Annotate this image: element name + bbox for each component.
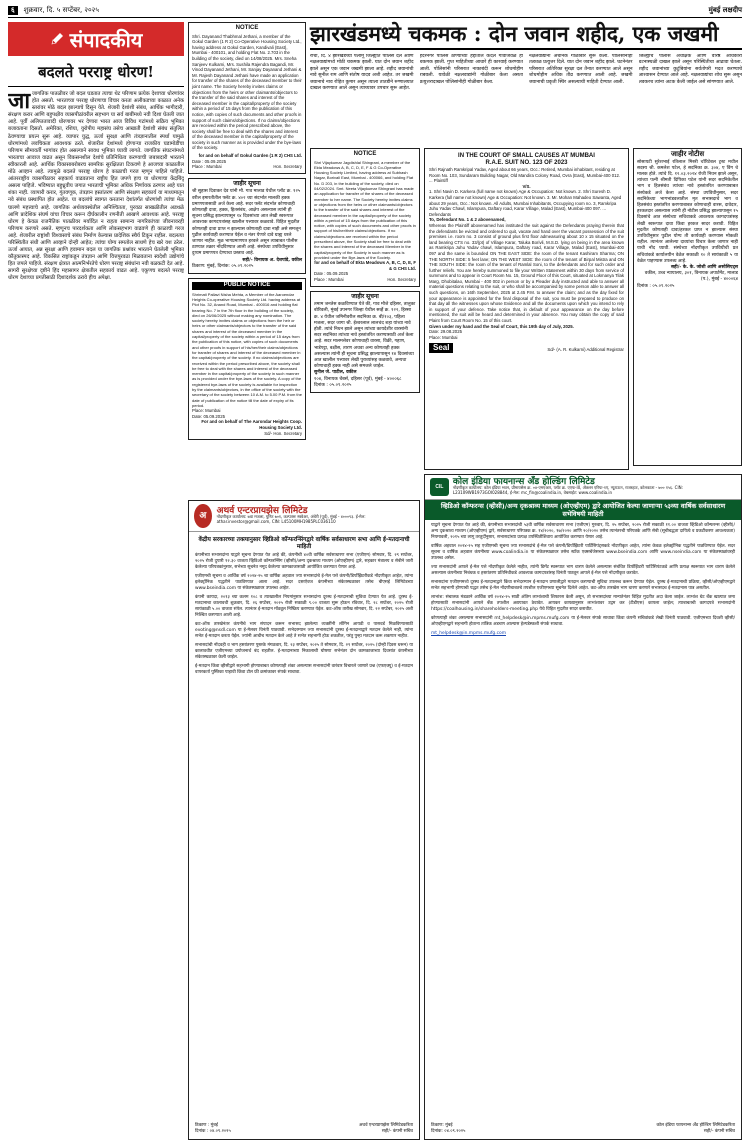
- athar-sign-role: सही/- कंपनी सचिव: [381, 1129, 413, 1134]
- notice-marathi-2: [310, 291, 420, 393]
- editorial-headline: बदलते परराष्ट्र धोरण!: [8, 62, 184, 87]
- pen-icon: [50, 32, 64, 46]
- notice-text: तमाम जनतेस कळविण्यात येते की, गाव मौजे दहिसर, तालुका बोरिवली, मुंबई उपनगर जिल्हा येथील सर्व्हे क्र. १२२, हिस्सा क्र. ४ येथील जमिनीवरील सदनिका क्र. बी/१०३, पहिला मजला, सदर जागा श्री. ईश्वरलाल लालचंद शहा यांच्या नावे होती. त्यांचे निधन झाले असून त्यांच्या कायदेशीर वारसांनी सदर सदनिका त्यांच्या नावे हस्तांतरित करण्यासाठी अर्ज केला आहे. सदर मालमत्तेवर कोणाचाही वारसा, विक्री, गहाण, भाडेपट्टा, बक्षीस, तारण अथवा अन्य कोणताही हक्क असल्यास त्यांनी ही सूचना प्रसिद्ध झाल्यापासून १४ दिवसांच्या आत खालील पत्त्यावर लेखी पुराव्यांसह कळवावे, अन्यथा कोणाचाही हक्क नाही असे समजले जाईल.: [314, 302, 416, 370]
- editorial-banner: [8, 22, 184, 56]
- court-date: Date: 29.08.2025: [429, 329, 462, 335]
- notice-place: Place : Mumbai: [314, 277, 344, 283]
- dateline: शुक्रवार, दि. ५ सप्टेंबर, २०२५: [23, 6, 99, 14]
- story-column: रांची, दि. ४ झारखंडच्या पलामू जिल्ह्यात पोलिस दल आणि नक्षलवाद्यांमध्ये मोठी चकमक झाली. यात दोन जवान शहीद झाले असून एक जवान जखमी झाला आहे. शहीद जवानांची नावे सुनील राम आणि संतोष यादव अशी आहेत. तर जखमी जवानाचे नाव रोहित कुमार असून त्याला तातडीने रुग्णालयात दाखल करण्यात आले असून त्याच्यावर उपचार सुरू आहेत.: [310, 54, 414, 92]
- notice-role: Hon. Secretary: [387, 277, 416, 283]
- story-column: नक्षलवाद्यांनी अचानक गोळीबार सुरू केला. पोलिसांनीही तत्काळ प्रत्युत्तर दिले. यात दोन जवान शहीद झाले. घटनेनंतर परिसरात अतिरिक्त सुरक्षा दल तैनात करण्यात आले असून शोधमोहीम अधिक तीव्र करण्यात आली आहे. जखमी जवानाची प्रकृती स्थिर असल्याची माहिती देण्यात आली.: [529, 54, 633, 85]
- athar-subject: केंद्रीय सरकारच्या तक्त्यानुसार व्हिडिओ कॉन्फरन्सिंगद्वारे वार्षिक सर्वसाधारण सभा आणि ई-मतदानाची माहिती: [198, 537, 410, 550]
- notice-date: दिनांक : ०५.०९.२०२५: [637, 283, 675, 289]
- athar-company-name: अथर्व एन्टरप्रायझेस लिमिटेड: [216, 506, 308, 516]
- notice-signatory: सुनील जे. पाटील, वकील: [314, 370, 357, 376]
- athar-para: ई-मतदान किंवा व्हीसीद्वारे सहभागी होण्याबाबत कोणत्याही शंका असल्यास सभासदांनी वारंवार विचारले जाणारे प्रश्न (एफएक्यू) व ई-मतदान वापरकर्ता पुस्तिका पाहावी किंवा टोल फ्री क्रमांकावर संपर्क साधावा.: [195, 664, 413, 675]
- athar-para: कंपनीच्या सभासदांना याद्वारे सूचना देण्यात येत आहे की, कंपनीची ४०वी वार्षिक सर्वसाधारण सभा (एजीएम) सोमवार, दि. २९ सप्टेंबर, २०२५ रोजी दुपारी १२.३० वाजता व्हिडिओ कॉन्फरन्सिंग (व्हीसी)/अन्य दृकश्राव्य माध्यम (ओएव्हीएम) द्वारे, सहकार मंत्रालय व सेबीने जारी केलेल्या परिपत्रकांनुसार, सभेच्या सूचनेत नमूद केलेल्या कामकाजासाठी आयोजित करण्यात येणार आहे.: [195, 553, 413, 570]
- notice-date: Date : 05.09.2025: [314, 271, 349, 277]
- notice-date: ठिकाण: मुंबई, दिनांक: ०५.०९.२०२५: [192, 263, 254, 269]
- notice-text: श्री सुहास दिवाकर देव यांनी मौ. गाव मालाड येथील प्लॉट क्र. १२५ वरील इमारतीतील फ्लॅट क्र. ४०२ च्या संदर्भात मालकी हक्क प्रमाणपत्रासाठी अर्ज केला आहे. सदर फ्लॅट संदर्भात कोणाचाही कोणताही दावा, हक्क, हितसंबंध, आक्षेप असल्यास त्यांनी ही सूचना प्रसिद्ध झाल्यापासून १४ दिवसांच्या आत लेखी स्वरूपात आवश्यक कागदपत्रांसह खालील पत्त्यावर कळवावे. विहित मुदतीत कोणताही दावा प्राप्त न झाल्यास कोणताही दावा नाही असे समजून पुढील कार्यवाही करण्यात येईल व नंतर येणारे दावे ग्राह्य धरले जाणार नाहीत. मूळ भागप्रमाणपत्र हरवले असून त्याबाबत पोलीस ठाण्यात तक्रार नोंदविण्यात आली आहे. संस्थेच्या उपविधीनुसार दुय्यम प्रमाणपत्र देण्याचा प्रस्ताव आहे.: [192, 189, 301, 257]
- defendants: 1. Shri Navin D. Karkera (full name not known) Age & Occupation: Not known. 2. Shri Suresh D. Karkera (full name not known) Age & Occupation: Not known. 3. Mr. Mohan Mahadeo Sawanta, Aged about 29 years, Occ.: Not known. All Adults, Mumbai Inhabitants, Occupying room no. 3, Ramkripa Juhu Yadav Chawl, Islampura, Daftary road, Karar Village, Malad (East), Mumbai-400 097. ... Defendants: [429, 189, 622, 217]
- athar-address: नोंदणीकृत कार्यालय: ७वा मजला, युनिट ७०१, कल्पतरू स्क्वेअर, अंधेरी (पूर्व), मुंबई - ४०००९३. ई-मेल: athar.investor@gmail.com, CIN: L45100MH1985PLC036110: [216, 514, 366, 524]
- page-header: [8, 4, 742, 18]
- coal-logo: CIL: [430, 478, 449, 496]
- editorial-body: [8, 88, 184, 283]
- coal-para: कोणत्याही शंका असल्यास सभासदांनी mt_helpdesk@in.mpms.mufg.com या ई-मेलवर संपर्क साधावा किंवा कंपनी सचिवांकडे लेखी विनंती पाठवावी. एजीएमच्या दिवशी व्हीसी/ओएव्हीएमद्वारे सहभागी होताना तांत्रिक अडचण आल्यास हेल्पडेस्कशी संपर्क साधावा.: [431, 616, 735, 627]
- notice-heading: PUBLIC NOTICE: [192, 282, 302, 290]
- notice-text: Shri Vijaykumar Jagdishlal Shingrani, a member of the Ekta Meadows A, B, C, D, E, F & G Co-Operative Housing Society Limited, having address at Subhash Nagar, Borivali East, Mumbai - 400066, and holding Flat No. D 203, in the building of the society, died on 04/02/2024. Smt. Neeta Vijaykumar Shingrani has made an application for transfer of the shares of the deceased member to her name. The Society hereby invites claims or objections from the heirs or other claimants/objectors to the transfer of the said shares and interest of the deceased member in the capital/property of the society within a period of 15 days from the publication of this notice, with copies of such documents and other proofs in support of his/her/their claims/objections. If no claims/objections are received within the period prescribed above, the Society shall be free to deal with the shares and interest of the deceased Member in the capital/property of the Society in such manner as is provided under the Bye-laws of the Society.: [314, 159, 416, 260]
- public-notice: [188, 278, 306, 440]
- registrar-sign: Sd/- (A. R. Kulkarni) Additional Registrar: [547, 347, 624, 353]
- athar-body: [189, 532, 419, 682]
- athar-para: एजीएमची सूचना व आर्थिक वर्ष २०२४-२५ चा वार्षिक अहवाल ज्या सभासदांचे ई-मेल पत्ते कंपनी/डिपॉझिटरीकडे नोंदणीकृत आहेत, त्यांना इलेक्ट्रॉनिक पद्धतीने पाठविण्यात आला आहे. सदर दस्तऐवज कंपनीच्या संकेतस्थळावर तसेच बीएसई लिमिटेडच्या www.bseindia.com या संकेतस्थळावर उपलब्ध आहेत.: [195, 574, 413, 591]
- athar-logo: अ: [194, 504, 212, 528]
- notice-text: Shrimati Pallavi Nisha Mehta, a Member of the Aaroendar Heights Co-operative Housing Society Ltd. having address at Plot No. 32, Anand Road, Mumbai - 400016 and holding flat bearing No. 7 in the 7th floor in the building of the society, died on 26/06/2025 without making any nomination. The society hereby invites claims or objections from the heir or heirs or other claimants/objectors to the transfer of the said shares and interest of the deceased member in the capital/property of the society within a period of 15 days from the publication of this notice, with copies of such documents and other proofs in support of his/her/their claims/objections for transfer of shares and interest of the deceased member in the capital/property of the society. If no claims/objections are received within the period prescribed above, the society shall be free to deal with the shares and interest of the deceased member in the capital/property of the society in such manner as is provided under the bye-laws of the society. A copy of the registered bye-laws of the society is available for inspection by the claimants/objectors, in the office of the society with the secretary of the society between 10 A.M. to 5.00 P.M. from the date of publication of the notice till the date of expiry of its period.: [192, 291, 302, 408]
- notice-place: Place: Mumbai: [192, 408, 221, 414]
- versus: V/S.: [522, 183, 531, 189]
- coal-header: [425, 475, 741, 500]
- main-story: [310, 54, 742, 146]
- athar-date: दिनांक : ०४.०९.२०२५: [195, 1129, 231, 1134]
- coal-agm-notice: [424, 474, 742, 1140]
- notice-signatory: For and on behalf of The Aarondar Heights Coop. Housing Society Ltd.: [201, 419, 302, 430]
- notices-column-4: [633, 148, 742, 470]
- notice-place: Place : Mumbai: [192, 164, 222, 170]
- athar-para: कंपनी कायदा, २०१३ च्या कलम १०८ व त्याखालील नियमांनुसार सभासदांना दूरस्थ ई-मतदानाची सुविधा देण्यात येत आहे. दूरस्थ ई-मतदानाचा कालावधी शुक्रवार, दि. २६ सप्टेंबर, २०२५ रोजी सकाळी ९.०० वाजता सुरू होऊन रविवार, दि. २८ सप्टेंबर, २०२५ रोजी सायंकाळी ५.०० वाजता संपेल. त्यानंतर ई-मतदान मॉड्यूल निष्क्रिय करण्यात येईल. कट-ऑफ तारीख सोमवार, दि. २२ सप्टेंबर, २०२५ अशी निश्चित करण्यात आली आहे.: [195, 595, 413, 618]
- athar-footer: [195, 1123, 413, 1135]
- athar-para: सभासदांची नोंदवही व भाग हस्तांतरण पुस्तके मंगळवार, दि. २३ सप्टेंबर, २०२५ ते सोमवार, दि. २९ सप्टेंबर, २०२५ (दोन्ही दिवस धरून) या कालावधीत एजीएमच्या प्रयोजनार्थ बंद राहतील. ई-मतदानाच्या निकालाची घोषणा सभेनंतर दोन कामकाजाच्या दिवसांत कंपनीच्या संकेतस्थळावर केली जाईल.: [195, 643, 413, 660]
- coal-sign-role: सही/- कंपनी सचिव: [703, 1129, 735, 1134]
- notice-gokul: [188, 22, 306, 174]
- athar-agm-notice: [188, 500, 420, 1140]
- coal-date: दिनांक: ०४.०९.२०२५: [431, 1129, 466, 1134]
- notice-text: सोसायटी सुरेशभाई रतिलाल मिस्त्री चॉरिटेबल ट्रस्ट मधील सदस्य श्री. कमलेश पटेल, हे सदनिका क्र. ३०४, ए विंग चे मालक होते. त्यांचे दि. १२.०३.२०२४ रोजी निधन झाले असून, त्यांच्या पत्नी श्रीमती दिपिका पटेल यांनी सदर सदनिकेतील भाग व हितसंबंध त्यांच्या नावे हस्तांतरित करण्याबाबत संस्थेकडे अर्ज केला आहे. संस्था उपविधीनुसार, सदर सदनिकेच्या भागभांडवलातील मृत सभासदाचे भाग व हितसंबंध हस्तांतरित करण्याबाबत कोणाचाही वारस, दावेदार, हरकतदार असल्यास त्यांनी ही नोटीस प्रसिद्ध झाल्यापासून १५ दिवसांचे आत संस्थेच्या सचिवाकडे आवश्यक कागदपत्रांसह लेखी स्वरूपात दावा किंवा हरकत सादर करावी. विहित मुदतीत कोणताही दावा/हरकत प्राप्त न झाल्यास संस्था उपविधीनुसार पुढील योग्य ती कार्यवाही करण्यास मोकळी राहील. त्यानंतर आलेल्या दाव्यांचा विचार केला जाणार नाही याची नोंद घ्यावी. संस्थेच्या नोंदणीकृत उपविधीची प्रत सचिवांकडे कार्यालयीन वेळेत सकाळी १० ते सायंकाळी ५ या वेळेत पाहण्यास उपलब्ध आहे.: [637, 159, 738, 264]
- athar-para: कट-ऑफ तारखेनंतर कंपनीचे भाग संपादन करून सभासद झालेल्या व्यक्तींनी लॉगिन आयडी व पासवर्ड मिळविण्यासाठी evoting@nsdl.com या ई-मेलवर विनंती पाठवावी. सभेदरम्यान ज्या सभासदांनी दूरस्थ ई-मतदानाद्वारे मतदान केलेले नाही, त्यांना सभेत ई-मतदान करता येईल. ज्यांनी आधीच मतदान केले आहे ते सभेत सहभागी होऊ शकतील, परंतु पुन्हा मतदान करू शकणार नाहीत.: [195, 622, 413, 639]
- coal-sign: कोल इंडिया फायनान्स अँड होल्डिंग लिमिटेडकरिता: [656, 1123, 735, 1128]
- notice-address: वकील, उच्च न्यायालय, ३०१, विनायक अपार्टमेंट, मालाड (प.), मुंबई - ४०००६४: [644, 271, 738, 283]
- court-seal: Seal: [429, 343, 453, 353]
- court-summons: [424, 148, 629, 470]
- summons-text: Whereas the Plaintiff abovenamed has instituted the suit against the Defendants praying therein that the defendants be evicted and ordered to quit, vacate and hand over the vacant possession of the suit premises i.e. room no. 3 consist of ground plus first floor admeasuring about 10 x 15 situated on the land bearing CTS no. 33/(pt) of Village Karar, Taluka Borivli, M.S.D. lying on being in the area known as Ramkripa Juhu Yadav chawl, Islampura, Daftary road, Karar Village, Malad (East), Mumbai-400 097 and the same is bounded ON THE EAST SIDE: the room of the tenant Kashiram Sharma; ON THE NORTH SIDE: 5 feet lane; ON THE WEST SIDE: the room of the tenant of Birpal Mistra and ON THE SOUTH SIDE: the room of the tenant of Ramlal Soni, to the defendants and for such order and further reliefs. You are hereby summoned to file your Written Statement within 30 days from service of summons and to appear in Court Room No. 15, Ground Floor of this Court, situated at Lokmanya Tilak Marg, Dhobitalao, Mumbai - 400 002 in person or by a Pleader duly instructed and able to answer all material questions relating to the suit, or who shall be accompanied by some person able to answer all such questions, on 16th September, 2025 at 2.45 P.M. to answer the claim; and as the day fixed for your appearance is appointed for the final disposal of the suit, you must be prepared to produce on that day all the witnesses upon whose Evidence and all the documents upon which you intend to rely in support of your defence. Take notice that, in default of your appearance on the day before mentioned, the suit will be heard and determined in your absence. You may obtain the copy of said Plaint from Court Room No. 15 of this court.: [429, 222, 624, 324]
- notices-column-3: [310, 148, 420, 500]
- editorial-text: जागतिक पातळीवर जो बदल घडतात त्याचा थेट परिणाम प्रत्येक देशाच्या धोरणांवर होत असतो. भारताच्या परराष्ट्र धोरणाचा विचार करता अलीकडच्या काळात अनेक स्तरांवर मोठे बदल झाल्याचे दिसून येते. शेजारी देशांशी संबंध, आर्थिक भागीदारी, संरक्षण करार आणि बहुपक्षीय व्यासपीठांवरील सहभाग या सर्व बाबींमध्ये नवी दिशा घेतली जात आहे. पूर्वी अलिप्ततावादी धोरणावर भर देणारा भारत आज विविध गटांमध्ये सक्रिय भूमिका बजावताना दिसतो. अमेरिका, रशिया, युरोपीय महासंघ तसेच आखाती देशांशी संबंध संतुलित ठेवण्याचा प्रयत्न सुरू आहे. व्यापार युद्ध, ऊर्जा सुरक्षा आणि तंत्रज्ञानातील स्पर्धा यामुळे धोरणांमध्ये लवचिकता आवश्यक ठरते. शेजारील देशांमध्ये होणाऱ्या राजकीय घडामोडींचा परिणाम सीमावर्ती भागांवर होत असल्याने सावध भूमिका घ्यावी लागते. जागतिक संघटनांमध्ये भारताचा आवाज वाढत असून विकसनशील देशांचे प्रतिनिधित्व करण्याची जबाबदारी भारताने स्वीकारली आहे. आर्थिक विकासाबरोबरच सामरिक सुरक्षितता टिकवणे हे आजच्या काळातील मोठे आव्हान आहे. त्यामुळे बदलते परराष्ट्र धोरण हे काळाची गरज म्हणून पाहिले पाहिजे. आंतरराष्ट्रीय व्यासपीठावर सहकार्य वाढवताना राष्ट्रीय हित जपणे हाच या धोरणाचा केंद्रबिंदू असला पाहिजे. भविष्यात बहुध्रुवीय जगात भारताची भूमिका अधिक निर्णायक ठरणार आहे यात शंका नाही. व्यापारी करार, गुंतवणूक, तंत्रज्ञान हस्तांतरण आणि संरक्षण सहकार्य या माध्यमातून नवे संबंध प्रस्थापित होत आहेत. या बदलांचे स्वागत करताना देशांतर्गत धोरणांशी त्यांचा मेळ घालणे महत्त्वाचे आहे. जागतिक अर्थव्यवस्थेतील अनिश्चितता, पुरवठा साखळीतील अडथळे आणि प्रादेशिक संघर्ष यांचा विचार करून दीर्घकालीन रणनीती आखणे आवश्यक आहे. परराष्ट्र धोरण हे केवळ राजनैतिक पातळीवर मर्यादित न राहता सामान्य नागरिकांच्या जीवनावरही परिणाम करणारे असते. म्हणूनच पारदर्शकता आणि लोकसहभाग वाढवणे ही काळाची गरज आहे. शेजारील राष्ट्रांशी विश्वासाचे संबंध निर्माण केल्यास प्रादेशिक स्थैर्य टिकून राहील. बदलत्या परिस्थितीत संधी आणि आव्हाने दोन्ही आहेत; त्यांचा योग्य समतोल साधणे हेच खरे यश ठरेल. ऊर्जा आयात, अन्न सुरक्षा आणि हवामान बदल या जागतिक प्रश्नांवर भारताने घेतलेली भूमिका कौतुकास्पद आहे. विकसित राष्ट्रांकडून तंत्रज्ञान आणि वित्तपुरवठा मिळवताना स्वदेशी उद्योगांचे हित जपले पाहिजे. संरक्षण क्षेत्रात आत्मनिर्भरतेचे धोरण परराष्ट्र संबंधांना नवी बळकटी देत आहे. सागरी सुरक्षेच्या दृष्टीने हिंद महासागर क्षेत्रातील सहकार्य वाढत आहे. एकूणच बदलते परराष्ट्र धोरण देशाच्या प्रगतीसाठी दिशादर्शक ठरावे हीच अपेक्षा.: [8, 91, 184, 282]
- notice-date: Date: 05.09.2025: [192, 413, 225, 419]
- coal-subject-band: व्हिडिओ कॉन्फरन्स (व्हीसी)/अन्य दृकश्राव्य माध्यम (ओएव्हीएम) द्वारे आयोजित केल्या जाणाऱ्या ५३व्या वार्षिक सर्वसाधारण सभेविषयी माहिती: [425, 500, 741, 520]
- notice-marathi-3: [633, 148, 742, 466]
- coal-para: सभासदांना एजीएममध्ये दूरस्थ ई-मतदानाद्वारे किंवा सभेदरम्यान ई-मतदान प्रणालीद्वारे मतदान करण्याची सुविधा उपलब्ध करून देण्यात येईल. दूरस्थ ई-मतदानाची प्रक्रिया, व्हीसी/ओएव्हीएमद्वारे सभेत सहभागी होण्याची पद्धत तसेच ई-मेल नोंदणीबाबतचे तपशील एजीएमच्या सूचनेत दिलेले आहेत. कट-ऑफ तारखेस भाग धारण करणारे सभासदच ई-मतदानास पात्र असतील.: [431, 580, 735, 591]
- notice-heading: जाहीर सूचना: [233, 180, 261, 187]
- notice-marathi-1: [188, 178, 306, 274]
- addressee: To, Defendant No. 1 & 2 abovenamed,: [429, 217, 506, 223]
- drop-cap: जा: [8, 88, 31, 114]
- notice-text: Shri. Dayanand Thabhmal Jethani, a member of the Gokul Garden (1 R 2) Co-Operative Housing Society Ltd., having address at Gokul Garden, Kandivali (East), Mumbai - 400101, and holding Flat No. 2.703 in the building of the society, died on 14/08/2025. Mrs. Sneha Sanjeev Kulkarni, Mrs. Sushila Rajendra Bagandi, Mr. Vinod Dayanand Jethani, Mr. Sanjay Dayanand Jethani & Mr. Rajesh Dayanand Jethani have made an application for transfer of the shares of the deceased member to their joint name. The Society hereby invites claims or objections from the heirs or other claimants/objectors to the transfer of the said shares and interest of the deceased member in the capital/property of the society within a period of 15 days from the publication of this notice, with copies of such documents and other proofs in support of such claims/objections. If no claims/objections are received within the period prescribed above, the society shall be free to deal with the shares and interest of the deceased member in the capital/property of the society in such manner as is provided under the bye-laws of the society.: [192, 33, 302, 151]
- coal-footer: [431, 1123, 735, 1135]
- notice-heading: जाहीर सूचना: [351, 293, 379, 300]
- notice-role: Hon. Secretary: [273, 164, 302, 170]
- coal-para: वार्षिक अहवाल २०२४-२५ सह एजीएमची सूचना ज्या सभासदांचे ई-मेल पत्ते कंपनी/डिपॉझिटरी पार्टिसिपंट्सकडे नोंदणीकृत आहेत, त्यांना केवळ इलेक्ट्रॉनिक पद्धतीने पाठविण्यात येईल. सदर सूचना व वार्षिक अहवाल कंपनीच्या www.coalindia.in या संकेतस्थळावर तसेच स्टॉक एक्सचेंजेसच्या www.bseindia.com आणि www.nseindia.com या संकेतस्थळांवरही उपलब्ध असेल.: [431, 544, 735, 561]
- notice-date: Date : 05.09.2025: [192, 158, 227, 164]
- story-column: हैदरनगर पोलिस ठाण्याच्या हद्दीतील केदल गावाजवळ ही चकमक झाली. गुप्त माहितीच्या आधारे ही कारवाई करण्यात आली. पोलिसांनी परिसरात नाकाबंदी करून शोधमोहीम राबवली. यावेळी नक्षलवाद्यांनी गोळीबार केला असता प्रत्युत्तरादाखल पोलिसांनीही गोळीबार केला.: [419, 54, 523, 85]
- court-title: IN THE COURT OF SMALL CAUSES AT MUMBAI: [458, 153, 595, 159]
- notice-heading: NOTICE: [353, 151, 377, 157]
- coal-para: लाभांश: संचालक मंडळाने आर्थिक वर्ष २०२४-२५ साठी अंतिम लाभांशाची शिफारस केली असून, तो सभासदांच्या मान्यतेनंतर विहित मुदतीत अदा केला जाईल. लाभांश थेट बँक खात्यात जमा होण्यासाठी सभासदांनी आपले बँक तपशील अद्ययावत ठेवावेत. आयकर कायद्यानुसार लाभांशावर उद्गम कर (टीडीएस) कापला जाईल; त्याबाबतची कागदपत्रे सभासदांनी https://coalhousing.in/shareholders-meeting.php येथे विहित मुदतीत सादर करावीत.: [431, 595, 735, 612]
- notice-signatory: for and on behalf of Gokul Garden (1 R 2) CHS Ltd.: [198, 153, 302, 159]
- helpdesk-email-link[interactable]: mt_helpdesk@in.mpms.mufg.com: [431, 631, 506, 636]
- notice-signatory: सही/- के. के. जोशी आणि असोसिएट्स: [670, 265, 738, 271]
- main-headline: झारखंडमध्ये चकमक : दोन जवान शहीद, एक जखमी: [310, 21, 719, 46]
- notice-signatory: सही/- विनायक अ. देशपांडे, वकील: [242, 257, 302, 263]
- athar-header: [189, 501, 419, 532]
- coal-address: नोंदणीकृत कार्यालय: कोल इंडिया भवन, प्रीमायसेस क्र. ०४-एमएआर, प्लॉट क्र. एएफ-III, ॲक्शन एरिया-१ए, न्यूटाऊन, राजरहाट, कोलकाता - ७०० १५६. CIN: L23109WB1973GOI028844, ई-मेल: mc_fin@coalindia.in, वेबसाईट: www.coalindia.in: [452, 485, 683, 495]
- coal-para: ज्या सभासदांनी आपले ई-मेल पत्ते नोंदणीकृत केलेले नाहीत, त्यांनी डिमॅट स्वरूपात भाग धारण केलेले असल्यास संबंधित डिपॉझिटरी पार्टिसिपंटकडे आणि प्रत्यक्ष स्वरूपात भाग धारण केलेले असल्यास कंपनीच्या निबंधक व हस्तांतरण प्रतिनिधीकडे आवश्यक कागदपत्रांसह विनंती पाठवून आपले ई-मेल पत्ते नोंदणीकृत करावेत.: [431, 565, 735, 576]
- notice-heading: जाहीर नोटीस: [670, 151, 705, 158]
- suit-number: R.A.E. SUIT NO. 123 OF 2023: [485, 160, 568, 166]
- editorial-title: संपादकीय: [69, 27, 143, 52]
- notice-date: दिनांक : ०५.०९.२०२५: [314, 382, 352, 388]
- notice-signatory: for and on behalf of Ekta Meadows A, B, C, D, E, F & G CHS Ltd.: [314, 260, 416, 271]
- athar-sign: अथर्व एन्टरप्रायझेस लिमिटेडकरिता: [358, 1123, 413, 1128]
- page-number: ६: [8, 6, 18, 15]
- coal-place: ठिकाण: मुंबई: [431, 1123, 453, 1128]
- coal-body: [425, 520, 741, 643]
- notice-address: १०४, विनायक चेंबर्स, दहिसर (पूर्व), मुंबई - ४०००६८: [314, 376, 402, 382]
- athar-place: ठिकाण : मुंबई: [195, 1123, 218, 1128]
- coal-company-name: कोल इंडिया फायनान्स अँड होल्डिंग लिमिटेड: [452, 477, 595, 487]
- given-line: Given under my hand and the Seal of Court, this 19th day of July, 2025.: [429, 323, 574, 329]
- paper-name: मुंबई लक्षदीप: [708, 6, 742, 14]
- notice-role: Sd/- Hon. Secretary: [264, 430, 302, 436]
- editorial-column: [8, 22, 184, 1140]
- main-headline-bar: [310, 20, 742, 50]
- plaintiff: Shri Rajnath Ramkripal Yadav, Aged about 66 years, Occ.: Retired, Mumbai inhabitant, residing at Room No. 103, Sundaram Building Nagar, Old Mandira Colony Road, Ovra (East), Mumbai-400 012. ... Plaintiff: [429, 167, 621, 184]
- notice-ekta: [310, 148, 420, 287]
- court-place: Place: Mumbai: [429, 334, 458, 340]
- story-column: जिल्ह्याचे पोलीस अधीक्षक आणि वरिष्ठ अधिकारी घटनास्थळी दाखल झाले असून परिस्थितीचा आढावा घेतला. शहीद जवानांच्या कुटुंबियांना सर्वतोपरी मदत करण्याचे आश्वासन देण्यात आले आहे. नक्षलवाद्यांचा शोध सुरू असून लवकरच त्यांना अटक केली जाईल असे सांगण्यात आले.: [638, 54, 742, 85]
- coal-para: याद्वारे सूचना देण्यात येत आहे की, कंपनीच्या सभासदांची ५३वी वार्षिक सर्वसाधारण सभा (एजीएम) गुरुवार, दि. २५ सप्टेंबर, २०२५ रोजी सकाळी ११.०० वाजता व्हिडिओ कॉन्फरन्स (व्हीसी)/अन्य दृकश्राव्य माध्यम (ओएव्हीएम) द्वारे, सर्वसाधारण परिपत्रक क्र. १४/२०२०, १७/२०२० आणि २०/२०२० तसेच त्यानंतरची परिपत्रके आणि सेबी (सूचीबद्धता दायित्वे व प्रकटीकरण आवश्यकता) नियमावली, २०१५ च्या लागू तरतुदींनुसार, सभासदांच्या प्रत्यक्ष उपस्थितीशिवाय आयोजित करण्यात येणार आहे.: [431, 523, 735, 540]
- notice-heading: NOTICE: [235, 25, 259, 31]
